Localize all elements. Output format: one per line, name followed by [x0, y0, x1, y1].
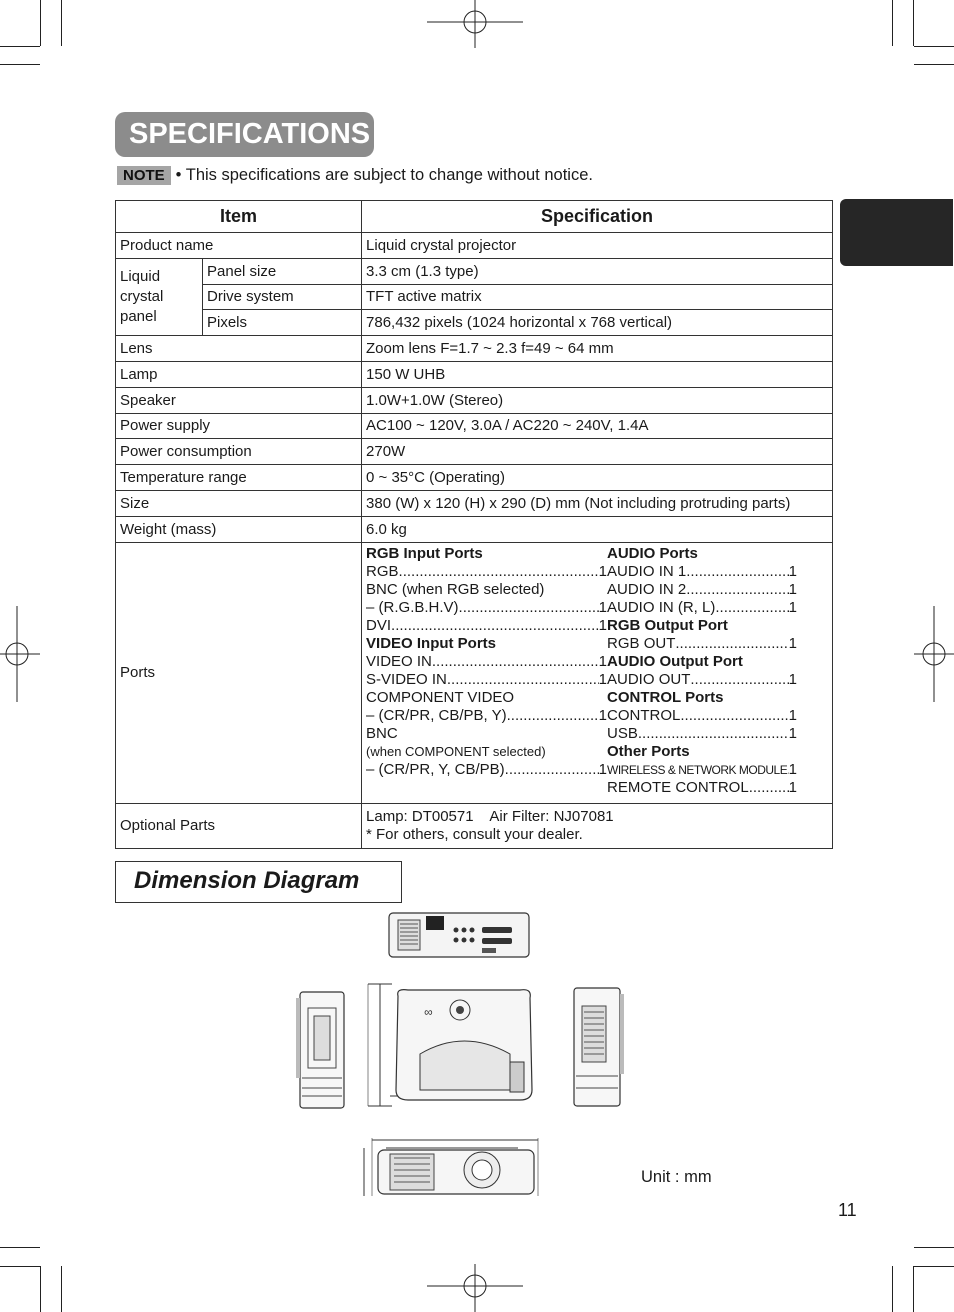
table-row [116, 439, 833, 465]
note-row [117, 166, 593, 185]
crop-mark [0, 1266, 40, 1267]
spec-cell: Zoom lens F=1.7 ~ 2.3 f=49 ~ 64 mm [362, 336, 833, 362]
video-input-heading: VIDEO Input Ports [366, 634, 497, 652]
table-row [116, 465, 833, 491]
table-header-row [116, 201, 833, 233]
chapter-tab [840, 199, 953, 266]
audio-output-heading: AUDIO Output Port [607, 652, 743, 670]
crop-mark [0, 1247, 40, 1248]
crop-mark [914, 64, 954, 65]
page-number: 11 [838, 1200, 857, 1220]
list-item: AUDIO IN 2 ..... 1 [607, 581, 797, 599]
specifications-table [115, 200, 833, 849]
table-row [116, 336, 833, 362]
item-cell: Lens [116, 336, 362, 362]
list-item: – (CR/PR, CB/PB, Y) ..... 1 [366, 707, 607, 725]
crop-mark [892, 1266, 893, 1312]
table-row [116, 284, 833, 310]
list-item: DVI ..... 1 [366, 617, 607, 635]
table-row [116, 310, 833, 336]
table-row [116, 516, 833, 542]
projector-top-view-drawing [360, 982, 540, 1114]
list-item: VIDEO IN ..... 1 [366, 653, 607, 671]
table-row-ports [116, 542, 833, 803]
column-header-specification: Specification [362, 201, 833, 233]
spec-cell: 150 W UHB [362, 361, 833, 387]
list-item: CONTROL ..... 1 [607, 707, 797, 725]
spec-cell: 1.0W+1.0W (Stereo) [362, 387, 833, 413]
item-cell: Speaker [116, 387, 362, 413]
spec-cell: 786,432 pixels (1024 horizontal x 768 vertical) [362, 310, 833, 336]
crop-mark [0, 64, 40, 65]
item-cell: Power consumption [116, 439, 362, 465]
registration-mark-bottom [427, 1264, 523, 1312]
table-row [116, 803, 833, 848]
rgb-input-heading: RGB Input Ports [366, 544, 483, 562]
crop-mark [40, 1266, 41, 1312]
crop-mark [914, 1247, 954, 1248]
list-item: WIRELESS & NETWORK MODULE ..... 1 [607, 761, 797, 779]
projector-right-side-view-drawing [568, 984, 628, 1112]
list-item: COMPONENT VIDEO [366, 688, 515, 706]
note-text: • This specifications are subject to change without notice. [175, 166, 593, 184]
item-cell: Panel size [203, 258, 362, 284]
list-item: (when COMPONENT selected) [366, 743, 546, 759]
page-title: SPECIFICATIONS [115, 112, 374, 157]
list-item: AUDIO OUT ..... 1 [607, 671, 797, 689]
spec-cell: AC100 ~ 120V, 3.0A / AC220 ~ 240V, 1.4A [362, 413, 833, 439]
spec-cell [362, 803, 833, 848]
note-badge: NOTE [117, 166, 171, 185]
crop-mark [914, 1266, 954, 1267]
ports-left-column [366, 545, 607, 797]
list-item: RGB OUT ..... 1 [607, 635, 797, 653]
list-item: AUDIO IN 1 ..... 1 [607, 563, 797, 581]
table-row [116, 387, 833, 413]
list-item: AUDIO IN (R, L) ..... 1 [607, 599, 797, 617]
crop-mark [61, 0, 62, 46]
dimension-diagram-title: Dimension Diagram [134, 867, 360, 894]
item-cell: Lamp [116, 361, 362, 387]
table-row [116, 361, 833, 387]
projector-rear-view-drawing [386, 908, 532, 960]
other-ports-heading: Other Ports [607, 742, 690, 760]
group-cell-liquid-crystal-panel: Liquid crystal panel [116, 258, 203, 335]
item-cell: Product name [116, 233, 362, 259]
crop-mark [914, 46, 954, 47]
optional-line-2: * For others, consult your dealer. [366, 825, 583, 843]
crop-mark [913, 1266, 914, 1312]
item-cell: Weight (mass) [116, 516, 362, 542]
item-cell: Drive system [203, 284, 362, 310]
item-cell: Ports [116, 542, 362, 803]
spec-cell: 270W [362, 439, 833, 465]
list-item: – (R.G.B.H.V) ..... 1 [366, 599, 607, 617]
table-row [116, 490, 833, 516]
item-cell: Size [116, 490, 362, 516]
table-row [116, 413, 833, 439]
control-ports-heading: CONTROL Ports [607, 688, 724, 706]
projector-left-side-view-drawing [294, 988, 350, 1114]
crop-mark [61, 1266, 62, 1312]
audio-ports-heading: AUDIO Ports [607, 544, 698, 562]
list-item: BNC [366, 724, 398, 742]
table-row [116, 233, 833, 259]
item-cell: Power supply [116, 413, 362, 439]
item-cell: Temperature range [116, 465, 362, 491]
crop-mark [913, 0, 914, 46]
list-item: USB ..... 1 [607, 725, 797, 743]
spec-cell: Liquid crystal projector [362, 233, 833, 259]
ports-spec-cell [362, 542, 833, 803]
svg-text:∞: ∞ [424, 1005, 433, 1019]
item-cell: Pixels [203, 310, 362, 336]
list-item: – (CR/PR, Y, CB/PB) ..... 1 [366, 761, 607, 779]
column-header-item: Item [116, 201, 362, 233]
crop-mark [0, 46, 40, 47]
spec-cell: 0 ~ 35°C (Operating) [362, 465, 833, 491]
rgb-output-heading: RGB Output Port [607, 616, 728, 634]
spec-cell: 3.3 cm (1.3 type) [362, 258, 833, 284]
unit-label: Unit : mm [641, 1168, 712, 1186]
dimension-diagram-heading-box [115, 861, 402, 903]
list-item: BNC (when RGB selected) [366, 580, 545, 598]
item-cell: Optional Parts [116, 803, 362, 848]
optional-line-1: Lamp: DT00571 Air Filter: NJ07081 [366, 807, 614, 825]
spec-cell: 380 (W) x 120 (H) x 290 (D) mm (Not including protruding parts) [362, 490, 833, 516]
crop-mark [892, 0, 893, 46]
table-row [116, 258, 833, 284]
ports-right-column [607, 545, 797, 797]
registration-mark-left [0, 606, 40, 702]
list-item: S-VIDEO IN ..... 1 [366, 671, 607, 689]
spec-cell: TFT active matrix [362, 284, 833, 310]
list-item: REMOTE CONTROL ..... 1 [607, 779, 797, 797]
spec-cell: 6.0 kg [362, 516, 833, 542]
registration-mark-right [914, 606, 954, 702]
crop-mark [40, 0, 41, 46]
projector-front-view-drawing [358, 1134, 554, 1200]
list-item: RGB ..... 1 [366, 563, 607, 581]
registration-mark-top [427, 0, 523, 48]
